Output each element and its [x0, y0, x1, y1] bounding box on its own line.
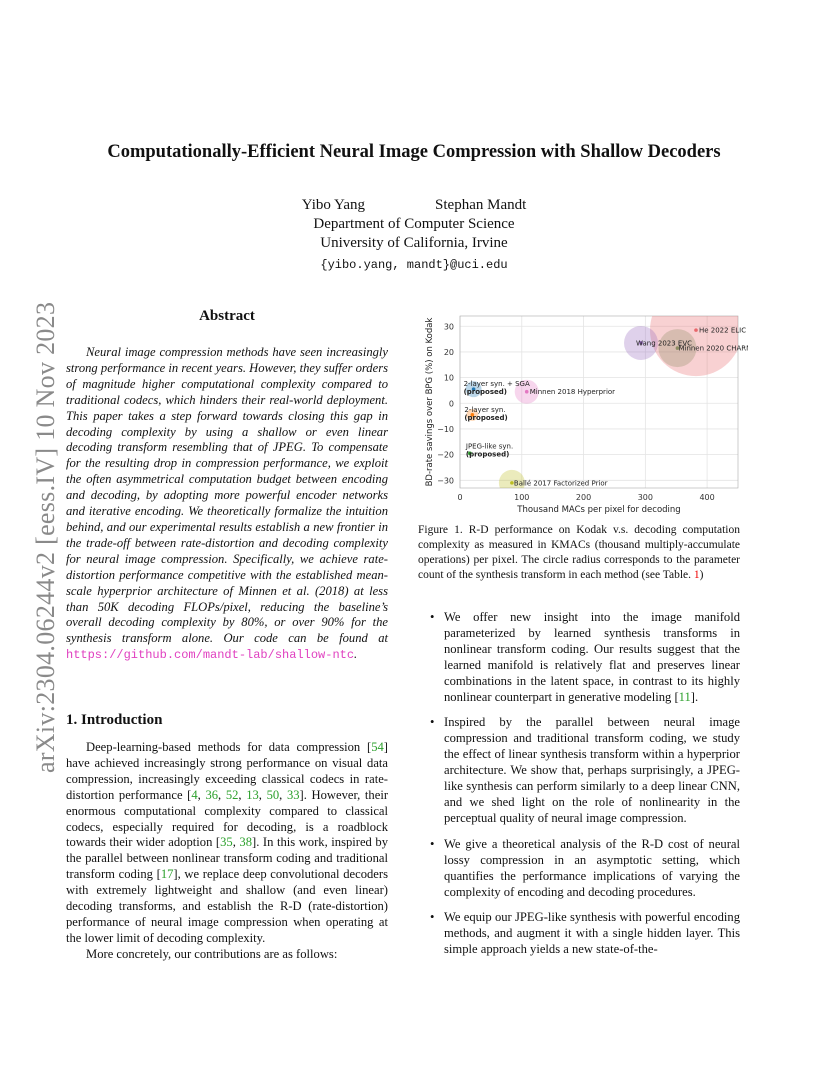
x-tick-label: 200 [575, 493, 592, 502]
point-label-sga: 2-layer syn. + SGA [463, 380, 530, 389]
caption-text: Figure 1. R-D performance on Kodak v.s. decoding computation complexity as measured in KMACs (thousand multiply-accumulate operations) per pixel. The circle radius corresponds to the parameter count of the synthesis transform in each method (see Table. [418, 524, 740, 581]
y-tick-label: −30 [437, 476, 454, 486]
section-heading-introduction: 1. Introduction [66, 712, 163, 728]
point-label-hyperprior: Minnen 2018 Hyperprior [529, 388, 616, 397]
citation-link[interactable]: 17 [160, 867, 174, 882]
intro-text: ], we replace deep convolutional decoders with extremely lightweight and shallow (and even linear) decoding transforms, and establish the R-D (rate-distortion) performance of neural image compression when operating at the lower limit of decoding complexity. [66, 867, 388, 945]
abstract-end: . [354, 647, 358, 662]
y-tick-label: 20 [443, 347, 454, 357]
citation-link[interactable]: 52 [225, 787, 239, 802]
intro-paragraph-1 [66, 740, 388, 947]
caption-end: ) [699, 569, 704, 581]
intro-text: ]. However, their enormous computational complexity compared to classical codecs, especially required for decoding, is a roadblock towards their wider adoption [ [66, 787, 389, 850]
author-block [0, 196, 828, 275]
code-link[interactable]: https://github.com/mandt-lab/shallow-ntc [66, 648, 355, 663]
contribution-text: We offer new insight into the image manifold parameterized by learned synthesis transforms in nonlinear transform coding. Our results suggest that the learned manifold is relatively flat and preserves linear combinations in the latent space, in contrast to its highly nonlinear counterpart in generative modeling [ [444, 610, 740, 704]
contribution-text: Inspired by the parallel between neural image compression and traditional transform coding, we study the effect of linear synthesis transform within a hyperprior architecture. We show that, perhaps surprisingly, a JPEG-like synthesis can perform similarly to a deep linear CNN, and we shed light on the role of nonlinearity in the perceptual quality of neural image compression. [444, 715, 740, 825]
y-tick-label: −10 [437, 424, 454, 434]
abstract-text: Neural image compression methods have seen increasingly strong performance in recent years. However, they suffer orders of magnitude higher computational complexity compared to traditional codecs, which hinders their real-world deployment. This paper takes a step forward towards closing this gap in decoding complexity by using a shallow or even linear decoding transform resembling that of JPEG. To compensate for the resulting drop in compression performance, we exploit the often asymmetrical computation budget between encoding and decoding, by adopting more powerful encoder networks and iterative encoding. We theoretically formalize the intuition behind, and our experimental results establish a new frontier in the trade-off between rate-distortion and decoding complexity for neural image compression. Specifically, we achieve rate-distortion performance competitive with the established mean-scale hyperprior architecture of Minnen et al. (2018) at less than 50K decoding FLOPs/pixel, reducing the baseline’s overall decoding complexity by 80%, or over 90% for the synthesis transform alone. Our code can be found at [66, 345, 388, 646]
author-2: Stephan Mandt [435, 197, 527, 213]
x-tick-label: 100 [514, 493, 530, 502]
contribution-text: We give a theoretical analysis of the R-D cost of neural lossy compression in an asymptotic setting, which quantifies the performance implications of varying the complexity of encoding and decoding procedures. [444, 836, 740, 899]
figure-1-chart [418, 308, 748, 523]
citation-link[interactable]: 38 [239, 835, 252, 850]
x-tick-label: 400 [699, 493, 715, 502]
intro-text: , [232, 835, 240, 850]
intro-text: , [258, 787, 267, 802]
chart-svg [418, 308, 748, 523]
contribution-item [430, 715, 740, 826]
citation-link[interactable]: 33 [286, 787, 300, 802]
y-tick-label: 10 [443, 373, 454, 383]
point-label-jpeg-proposed: (proposed) [465, 450, 510, 459]
arxiv-id: arXiv:2304.06244v2 [eess.IV] 10 Nov 2023 [31, 301, 60, 773]
author-names [0, 196, 828, 215]
point-label-elic: He 2022 ELIC [698, 326, 747, 335]
x-tick-label: 300 [637, 493, 653, 502]
university: University of California, Irvine [320, 235, 508, 251]
citation-link[interactable]: 13 [246, 787, 259, 802]
intro-text: , [279, 787, 287, 802]
y-tick-label: 0 [448, 399, 454, 409]
intro-paragraph-2: More concretely, our contributions are as follows: [86, 946, 338, 961]
contribution-item [430, 837, 740, 901]
intro-body [66, 740, 388, 963]
y-tick-label: 30 [443, 322, 454, 332]
citation-link[interactable]: 50 [266, 787, 280, 802]
y-tick-label: −20 [437, 450, 454, 460]
citation-link[interactable]: 4 [191, 787, 198, 802]
point-label-sga-proposed: (proposed) [463, 388, 508, 397]
contribution-item [430, 910, 740, 958]
citation-link[interactable]: 36 [205, 787, 219, 802]
paper-title: Computationally-Efficient Neural Image Compression with Shallow Decoders [107, 142, 721, 162]
intro-text: , [218, 787, 226, 802]
arxiv-stamp [16, 283, 60, 773]
x-tick-label: 0 [457, 493, 463, 502]
department: Department of Computer Science [313, 216, 515, 232]
contributions-list [430, 610, 740, 968]
point-marker [525, 390, 529, 394]
contribution-text: We equip our JPEG-like synthesis with powerful encoding methods, and augment it with a single hidden layer. This simple approach yields a new state-of-the- [444, 910, 740, 957]
point-label-evc: Wang 2023 EVC [636, 339, 693, 348]
x-axis-label: Thousand MACs per pixel for decoding [517, 505, 681, 515]
bullet-list [430, 610, 740, 958]
figure-1-caption [418, 523, 740, 583]
point-label-factorized: Ballé 2017 Factorized Prior [513, 479, 608, 488]
intro-text: Deep-learning-based methods for data compression [ [86, 740, 372, 754]
point-marker [694, 328, 698, 332]
author-1: Yibo Yang [301, 197, 366, 213]
contribution-item [430, 610, 740, 705]
citation-link[interactable]: 11 [678, 689, 691, 704]
table-ref-link[interactable]: 1 [693, 569, 700, 581]
point-label-2layer: 2-layer syn. [464, 405, 506, 414]
author-email: {yibo.yang, mandt}@uci.edu [320, 258, 508, 272]
intro-text: ] have achieved increasingly strong performance on visual data compression, increasingly exceeding classical codecs in rate-distortion performance [ [66, 740, 388, 802]
abstract-heading: Abstract [199, 308, 255, 324]
point-label-2layer-proposed: (proposed) [464, 413, 508, 422]
abstract-body [66, 345, 388, 664]
citation-link[interactable]: 54 [371, 740, 384, 754]
point-label-charm: Minnen 2020 CHARM [678, 344, 748, 353]
point-label-jpeg: JPEG-like syn. [465, 442, 514, 451]
intro-text: , [238, 787, 247, 802]
intro-text: ]. In this work, inspired by the parallel between nonlinear transform coding and traditional transform coding [ [66, 835, 388, 882]
citation-link[interactable]: 35 [220, 835, 233, 850]
contribution-end: ]. [690, 689, 699, 704]
intro-text: , [197, 787, 206, 802]
y-axis-label: BD-rate savings over BPG (%) on Kodak [425, 317, 435, 487]
